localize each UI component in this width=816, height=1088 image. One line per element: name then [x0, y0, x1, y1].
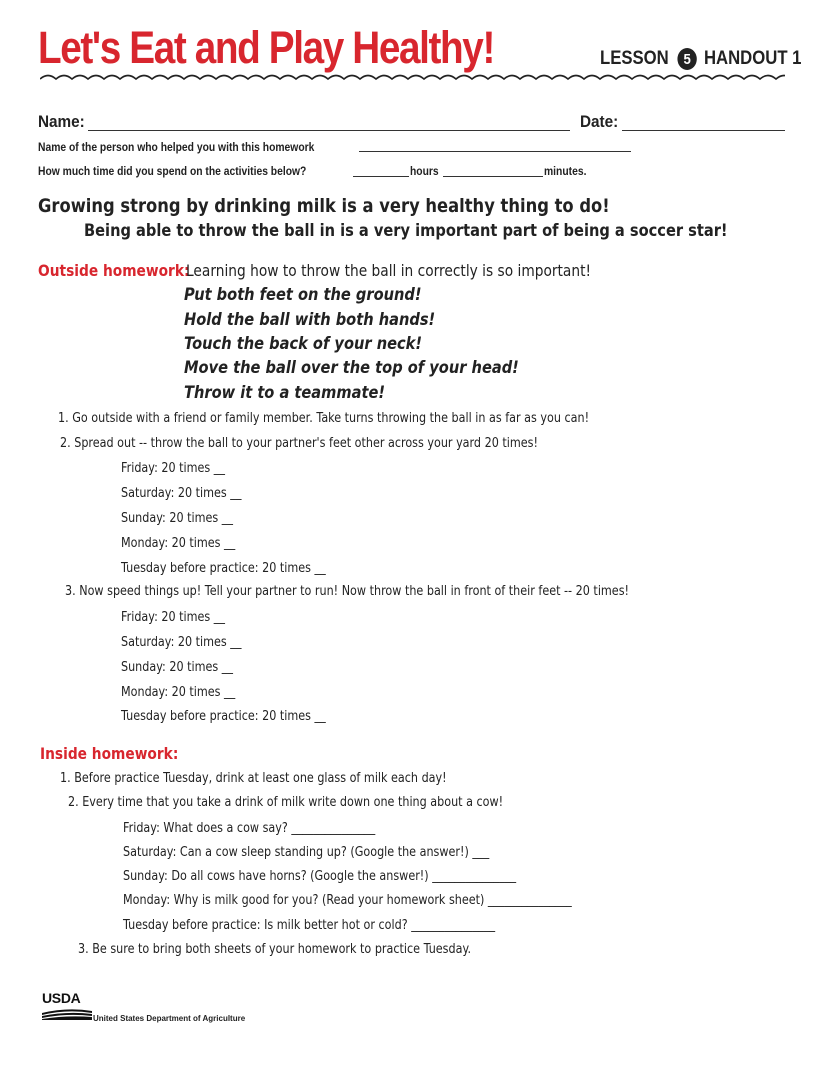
day-entry: Monday: 20 times __: [121, 685, 236, 700]
page-title: Let's Eat and Play Healthy!: [38, 22, 494, 73]
cow-question: Saturday: Can a cow sleep standing up? (Google the answer!) ___: [123, 845, 490, 860]
cow-question: Friday: What does a cow say? _______________: [123, 821, 376, 836]
day-entry: Friday: 20 times __: [121, 610, 225, 625]
outside-item-1: 1. Go outside with a friend or family member. Take turns throwing the ball in as far as you can!: [58, 411, 590, 426]
hours-label: hours: [410, 164, 439, 178]
day-entry: Friday: 20 times __: [121, 461, 225, 476]
time-label: How much time did you spend on the activities below?: [38, 164, 307, 178]
minutes-label: minutes.: [544, 164, 587, 178]
inside-item-2: 2. Every time that you take a drink of milk write down one thing about a cow!: [68, 795, 504, 810]
helper-label: Name of the person who helped you with this homework: [38, 140, 315, 154]
name-label: Name:: [38, 112, 85, 131]
cow-question: Monday: Why is milk good for you? (Read your homework sheet) _______________: [123, 893, 572, 908]
lesson-label: LESSON: [600, 48, 669, 69]
wavy-divider: [40, 70, 785, 88]
usda-landscape-icon: [42, 1007, 92, 1021]
headline-milk: Growing strong by drinking milk is a very healthy thing to do!: [38, 195, 610, 217]
minutes-field[interactable]: [443, 176, 543, 177]
day-entry: Saturday: 20 times __: [121, 635, 242, 650]
hours-field[interactable]: [353, 176, 409, 177]
throw-step: Move the ball over the top of your head!: [184, 358, 519, 378]
outside-homework-label: Outside homework:: [38, 261, 190, 280]
usda-logo: [42, 990, 92, 1025]
date-field[interactable]: [622, 130, 785, 131]
day-entry: Saturday: 20 times __: [121, 486, 242, 501]
lesson-number: 5: [678, 48, 697, 70]
date-label: Date:: [580, 112, 619, 131]
throw-step: Put both feet on the ground!: [184, 285, 422, 305]
outside-item-3: 3. Now speed things up! Tell your partner to run! Now throw the ball in front of their feet -- 20 times!: [65, 584, 629, 599]
outside-item-2: 2. Spread out -- throw the ball to your partner's feet other across your yard 20 times!: [60, 436, 538, 451]
throw-step: Throw it to a teammate!: [184, 383, 386, 403]
headline-soccer: Being able to throw the ball in is a very important part of being a soccer star!: [84, 221, 728, 241]
usda-department: United States Department of Agriculture: [93, 1014, 246, 1023]
inside-item-3: 3. Be sure to bring both sheets of your homework to practice Tuesday.: [78, 942, 472, 957]
day-entry: Tuesday before practice: 20 times __: [121, 709, 326, 724]
inside-item-1: 1. Before practice Tuesday, drink at least one glass of milk each day!: [60, 771, 447, 786]
day-entry: Sunday: 20 times __: [121, 511, 233, 526]
cow-question: Tuesday before practice: Is milk better hot or cold? _______________: [123, 918, 496, 933]
day-entry: Tuesday before practice: 20 times __: [121, 561, 326, 576]
inside-homework-label: Inside homework:: [40, 744, 179, 763]
throw-step: Touch the back of your neck!: [184, 334, 423, 354]
day-entry: Monday: 20 times __: [121, 536, 236, 551]
cow-question: Sunday: Do all cows have horns? (Google the answer!) _______________: [123, 869, 517, 884]
usda-wordmark: USDA: [42, 990, 81, 1006]
helper-field[interactable]: [359, 151, 631, 152]
day-entry: Sunday: 20 times __: [121, 660, 233, 675]
throw-step: Hold the ball with both hands!: [184, 310, 436, 330]
name-field[interactable]: [88, 130, 570, 131]
outside-intro: Learning how to throw the ball in correctly is so important!: [186, 261, 591, 280]
handout-label: HANDOUT 1: [703, 48, 802, 69]
